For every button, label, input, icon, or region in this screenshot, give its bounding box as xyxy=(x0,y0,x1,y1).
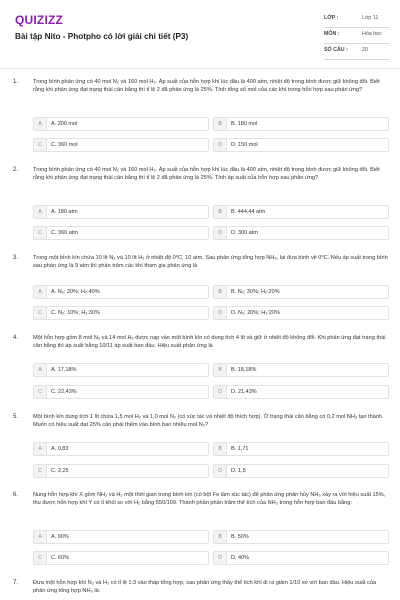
option-text: A. 90% xyxy=(51,534,69,540)
option-letter: B xyxy=(214,364,227,376)
option-letter: D xyxy=(214,307,227,319)
option-a[interactable] xyxy=(33,530,209,544)
option-b[interactable] xyxy=(213,205,389,219)
option-letter: B xyxy=(214,286,227,298)
question-number: 4. xyxy=(13,335,19,341)
option-a[interactable] xyxy=(33,285,209,299)
question-text: Trong một bình kín chứa 10 lít N₂ và 10 lít H₂ ở nhiệt độ 0⁰C, 10 atm. Sau phản ứng tổng hợp NH₃, lại đưa bình về 0⁰C. Nếu áp suất trong bình sau phản ứng là 9 atm thì phần trăm các khí tham gia phản ứng là xyxy=(33,255,388,269)
meta-subject-label: MÔN : xyxy=(324,31,340,37)
option-text: B. 50% xyxy=(231,534,249,540)
option-d[interactable] xyxy=(213,138,389,152)
option-text: A. 200 mol xyxy=(51,121,78,127)
option-text: A. 180 atm xyxy=(51,209,78,215)
option-letter: A xyxy=(34,531,47,543)
option-b[interactable] xyxy=(213,442,389,456)
document-title: Bài tập Nito - Photpho có lời giải chi tiết (P3) xyxy=(15,32,189,41)
option-c[interactable] xyxy=(33,138,209,152)
option-letter: D xyxy=(214,139,227,151)
option-text: D. 300 atm xyxy=(231,230,258,236)
option-text: D. N₂: 20%; H₂:20% xyxy=(231,310,280,316)
option-c[interactable] xyxy=(33,306,209,320)
option-c[interactable] xyxy=(33,551,209,565)
option-d[interactable] xyxy=(213,551,389,565)
option-text: C. 22,43% xyxy=(51,389,77,395)
option-letter: B xyxy=(214,443,227,455)
question-number: 3. xyxy=(13,255,19,261)
option-d[interactable] xyxy=(213,464,389,478)
question-number: 1. xyxy=(13,79,19,85)
option-b[interactable] xyxy=(213,363,389,377)
meta-question-count-value: 20 xyxy=(362,47,368,53)
question-number: 2. xyxy=(13,167,19,173)
option-letter: A xyxy=(34,206,47,218)
option-letter: C xyxy=(34,139,47,151)
option-b[interactable] xyxy=(213,117,389,131)
meta-grade-label: LỚP : xyxy=(324,15,339,21)
question-text: Trong bình phản ứng có 40 mol N₂ và 160 mol H₂. Áp suất của hỗn hợp khí lúc đầu là 400 atm, nhiệt độ trong bình được giữ không đổi. Biết rằng khi phản ứng đạt trạng thái cân bằng thì tỉ lệ 2 đã phản ứng là 25%. Tính tổng số mol của các khí trong hỗn hợp sau phản ứng? xyxy=(33,79,380,93)
option-text: B. 444,44 atm xyxy=(231,209,266,215)
header-divider xyxy=(0,68,400,69)
option-a[interactable] xyxy=(33,363,209,377)
option-a[interactable] xyxy=(33,117,209,131)
option-letter: D xyxy=(214,465,227,477)
meta-grade xyxy=(324,12,390,28)
option-letter: B xyxy=(214,531,227,543)
option-text: A. N₂: 20%; H₂:40% xyxy=(51,289,100,295)
option-text: B. 1,71 xyxy=(231,446,249,452)
option-b[interactable] xyxy=(213,530,389,544)
option-c[interactable] xyxy=(33,385,209,399)
option-letter: C xyxy=(34,552,47,564)
option-b[interactable] xyxy=(213,285,389,299)
question-text: Đưa một hỗn hợp khí N₂ và H₂ có tỉ lệ 1:3 vào tháp tổng hợp, sau phản ứng thấy thể tích khí đi ra giảm 1/10 so với ban đầu. Hiệu suất của phản ứng tổng hợp NH₃ là: xyxy=(33,580,377,594)
option-d[interactable] xyxy=(213,385,389,399)
option-letter: B xyxy=(214,118,227,130)
question-text: Một bình kín dung tích 1 lít chứa 1,5 mol H₂ và 1,0 mol N₂ (có xúc tác và nhiệt độ thích hợp). Ở trạng thái cân bằng có 0,2 mol NH₃ tạo thành. Muốn có hiệu suất đạt 25% cần phải thêm vào bình bao nhiêu mol N₂? xyxy=(33,414,384,428)
question-number: 5. xyxy=(13,414,19,420)
option-text: C. 360 atm xyxy=(51,230,78,236)
option-text: D. 1,5 xyxy=(231,468,246,474)
option-text: C. 60% xyxy=(51,555,70,561)
option-text: C. N₂: 10%; H₂:30% xyxy=(51,310,100,316)
option-text: B. 180 mol xyxy=(231,121,258,127)
option-letter: C xyxy=(34,307,47,319)
option-a[interactable] xyxy=(33,205,209,219)
option-letter: C xyxy=(34,386,47,398)
option-letter: A xyxy=(34,286,47,298)
quizizz-logo: QUIZIZZ xyxy=(15,13,64,27)
option-text: A. 0,83 xyxy=(51,446,69,452)
option-d[interactable] xyxy=(213,306,389,320)
option-letter: D xyxy=(214,227,227,239)
option-text: D. 40% xyxy=(231,555,250,561)
question-text: Trong bình phản ứng có 40 mol N₂ và 160 mol H₂. Áp suất của hỗn hợp khí lúc đầu là 400 atm, nhiệt độ trong bình được giữ không đổi. Biết rằng khi phản ứng đạt trạng thái cân bằng thì tỉ lệ 2 đã phản ứng là 25%. Tính áp suất của hỗn hợp sau phản ứng? xyxy=(33,167,380,181)
option-d[interactable] xyxy=(213,226,389,240)
question-number: 6. xyxy=(13,492,19,498)
option-text: B. 18,18% xyxy=(231,367,257,373)
question-number: 7. xyxy=(13,580,19,586)
option-text: B. N₂: 30%; H₂:20% xyxy=(231,289,280,295)
option-text: A. 17,18% xyxy=(51,367,77,373)
option-a[interactable] xyxy=(33,442,209,456)
meta-subject-value: Hóa học xyxy=(362,31,382,37)
option-text: D. 150 mol xyxy=(231,142,258,148)
option-text: C. 2,25 xyxy=(51,468,69,474)
question-text: Một hỗn hợp gồm 8 mol N₂ và 14 mol H₂ được nạp vào một bình kín có dung tích 4 lít và giữ ở nhiệt độ không đổi. Khi phản ứng đạt trạng thái cân bằng thì áp suất bằng 10/11 áp suất ban đầu. Hiệu suất phản ứng là xyxy=(33,335,386,349)
option-letter: D xyxy=(214,552,227,564)
option-letter: A xyxy=(34,118,47,130)
option-letter: A xyxy=(34,443,47,455)
option-letter: D xyxy=(214,386,227,398)
option-letter: A xyxy=(34,364,47,376)
question-text: Nung hỗn hợp khí X gồm NH₃ và H₂ một thời gian trong bình kín (có bột Fe làm xúc tác) để phản ứng phân hủy NH₃ xảy ra với hiệu suất 15%, thu được hỗn hợp khí Y có tỉ khối so với H₂ bằng 550/109. Thành phần phần trăm thể tích của NH₃ trong hỗn hợp ban đầu bằng: xyxy=(33,492,386,506)
meta-question-count-label: SỐ CÂU : xyxy=(324,47,348,53)
meta-question-count xyxy=(324,44,390,60)
option-letter: C xyxy=(34,465,47,477)
meta-grade-value: Lớp 11 xyxy=(362,15,379,21)
option-text: D. 21,43% xyxy=(231,389,257,395)
option-c[interactable] xyxy=(33,226,209,240)
meta-subject xyxy=(324,28,390,44)
option-text: C. 360 mol xyxy=(51,142,78,148)
document-header xyxy=(0,0,400,68)
option-letter: C xyxy=(34,227,47,239)
option-c[interactable] xyxy=(33,464,209,478)
option-letter: B xyxy=(214,206,227,218)
